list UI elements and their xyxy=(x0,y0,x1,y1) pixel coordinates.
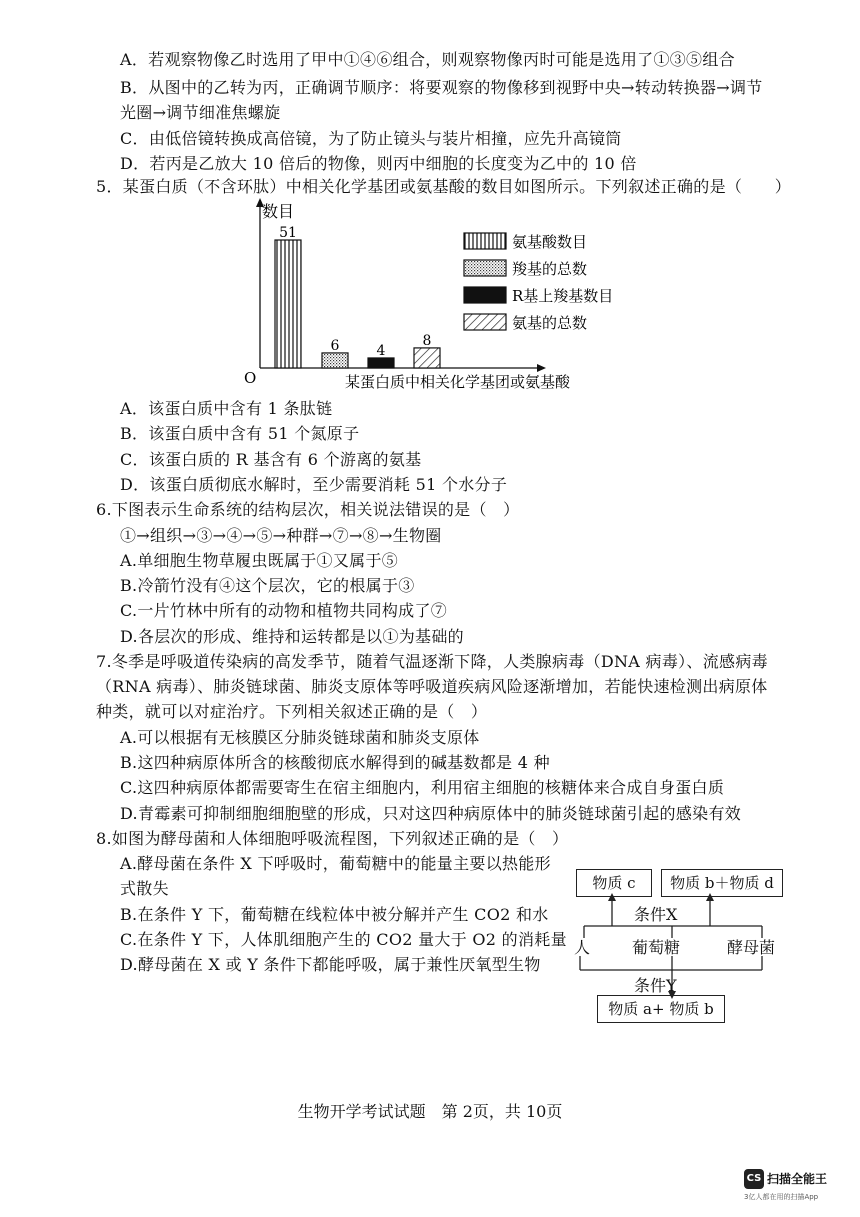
q6-option-d: D.各层次的形成、维持和运转都是以①为基础的 xyxy=(120,627,464,646)
q8-option-a: A.酵母菌在条件 X 下呼吸时，葡萄糖中的能量主要以热能形 xyxy=(120,854,551,873)
bar-1 xyxy=(275,240,301,368)
q4-option-b: B．从图中的乙转为丙，正确调节顺序：将要观察的物像移到视野中央→转动转换器→调节 xyxy=(120,78,763,97)
legend-label-4: 氨基的总数 xyxy=(512,314,588,332)
q6-option-a: A.单细胞生物草履虫既属于①又属于⑤ xyxy=(120,551,399,570)
matter-bd-box: 物质 b＋物质 d xyxy=(661,869,783,897)
q5-option-c: C．该蛋白质的 R 基含有 6 个游离的氨基 xyxy=(120,450,422,469)
chart-origin-label: O xyxy=(244,369,257,387)
bar-3 xyxy=(368,358,394,368)
q5-option-a: A．该蛋白质中含有 1 条肽链 xyxy=(120,399,333,418)
legend-swatch-1 xyxy=(464,233,506,249)
legend-swatch-4 xyxy=(464,314,506,330)
page-footer: 生物开学考试试题 第 2页，共 10页 xyxy=(297,1102,563,1121)
scanner-tagline: 3亿人都在用的扫描App xyxy=(744,1193,819,1201)
q7-option-b: B.这四种病原体所含的核酸彻底水解得到的碱基数都是 4 种 xyxy=(120,753,550,772)
condition-y-label: 条件Y xyxy=(634,976,677,995)
q7-stem-2: （RNA 病毒）、肺炎链球菌、肺炎支原体等呼吸道疾病风险逐渐增加，若能快速检测出病原体 xyxy=(96,677,768,696)
q4-option-a: A．若观察物像乙时选用了甲中①④⑥组合，则观察物像丙时可能是选用了①③⑤组合 xyxy=(120,50,735,69)
scanner-logo-icon: CS xyxy=(744,1169,764,1189)
matter-c-box: 物质 c xyxy=(576,869,652,897)
q5-option-d: D．该蛋白质彻底水解时，至少需要消耗 51 个水分子 xyxy=(120,475,508,494)
scanner-brand-name: 扫描全能王 xyxy=(767,1172,828,1186)
q8-option-c: C.在条件 Y 下，人体肌细胞产生的 CO2 量大于 O2 的消耗量 xyxy=(120,930,567,949)
bar-4 xyxy=(414,348,440,368)
q7-option-c: C.这四种病原体都需要寄生在宿主细胞内，利用宿主细胞的核糖体来合成自身蛋白质 xyxy=(120,778,725,797)
q6-chain: ①→组织→③→④→⑤→种群→⑦→⑧→生物圈 xyxy=(120,526,442,545)
q5-option-b: B．该蛋白质中含有 51 个氮原子 xyxy=(120,424,360,443)
q5-stem: 5．某蛋白质（不含环肽）中相关化学基团或氨基酸的数目如图所示。下列叙述正确的是（ ） xyxy=(96,177,792,196)
q8-option-a-cont: 式散失 xyxy=(120,879,169,898)
bar-value-label-3: 4 xyxy=(376,342,386,359)
legend-swatch-3 xyxy=(464,287,506,303)
legend-label-2: 羧基的总数 xyxy=(512,260,588,278)
bar-value-label-4: 8 xyxy=(422,332,432,349)
q4-option-b-cont: 光圈→调节细准焦螺旋 xyxy=(120,103,281,122)
q8-option-b: B.在条件 Y 下，葡萄糖在线粒体中被分解并产生 CO2 和水 xyxy=(120,905,549,924)
bar-value-label-1: 51 xyxy=(279,225,297,241)
q7-stem-1: 7.冬季是呼吸道传染病的高发季节，随着气温逐渐下降，人类腺病毒（DNA 病毒）、流感病毒 xyxy=(96,652,768,671)
legend-label-1: 氨基酸数目 xyxy=(512,233,588,251)
bar-2 xyxy=(322,353,348,368)
q6-option-c: C.一片竹林中所有的动物和植物共同构成了⑦ xyxy=(120,601,448,620)
yeast-label: 酵母菌 xyxy=(727,938,776,957)
q4-option-d: D．若丙是乙放大 10 倍后的物像，则丙中细胞的长度变为乙中的 10 倍 xyxy=(120,154,637,173)
q4-option-c: C．由低倍镜转换成高倍镜，为了防止镜头与装片相撞，应先升高镜筒 xyxy=(120,129,622,148)
legend-label-3: R基上羧基数目 xyxy=(512,287,614,305)
human-label: 人 xyxy=(574,938,591,957)
q8-stem: 8.如图为酵母菌和人体细胞呼吸流程图，下列叙述正确的是（ ） xyxy=(96,829,569,848)
q7-stem-3: 种类，就可以对症治疗。下列相关叙述正确的是（ ） xyxy=(96,702,488,721)
condition-x-label: 条件X xyxy=(634,905,678,924)
q6-stem: 6.下图表示生命系统的结构层次，相关说法错误的是（ ） xyxy=(96,500,520,519)
glucose-label: 葡萄糖 xyxy=(632,938,681,957)
q5-bar-chart xyxy=(240,198,660,393)
chart-xlabel: 某蛋白质中相关化学基团或氨基酸 xyxy=(345,373,571,391)
scanner-watermark xyxy=(744,1168,828,1201)
q6-option-b: B.冷箭竹没有④这个层次，它的根属于③ xyxy=(120,576,415,595)
chart-ylabel: 数目 xyxy=(262,202,295,221)
bar-value-label-2: 6 xyxy=(330,337,340,354)
legend-swatch-2 xyxy=(464,260,506,276)
q7-option-d: D.青霉素可抑制细胞细胞壁的形成，只对这四种病原体中的肺炎链球菌引起的感染有效 xyxy=(120,804,742,823)
matter-ab-box: 物质 a+ 物质 b xyxy=(597,995,725,1023)
q7-option-a: A.可以根据有无核膜区分肺炎链球菌和肺炎支原体 xyxy=(120,728,480,747)
q8-option-d: D.酵母菌在 X 或 Y 条件下都能呼吸，属于兼性厌氧型生物 xyxy=(120,955,541,974)
